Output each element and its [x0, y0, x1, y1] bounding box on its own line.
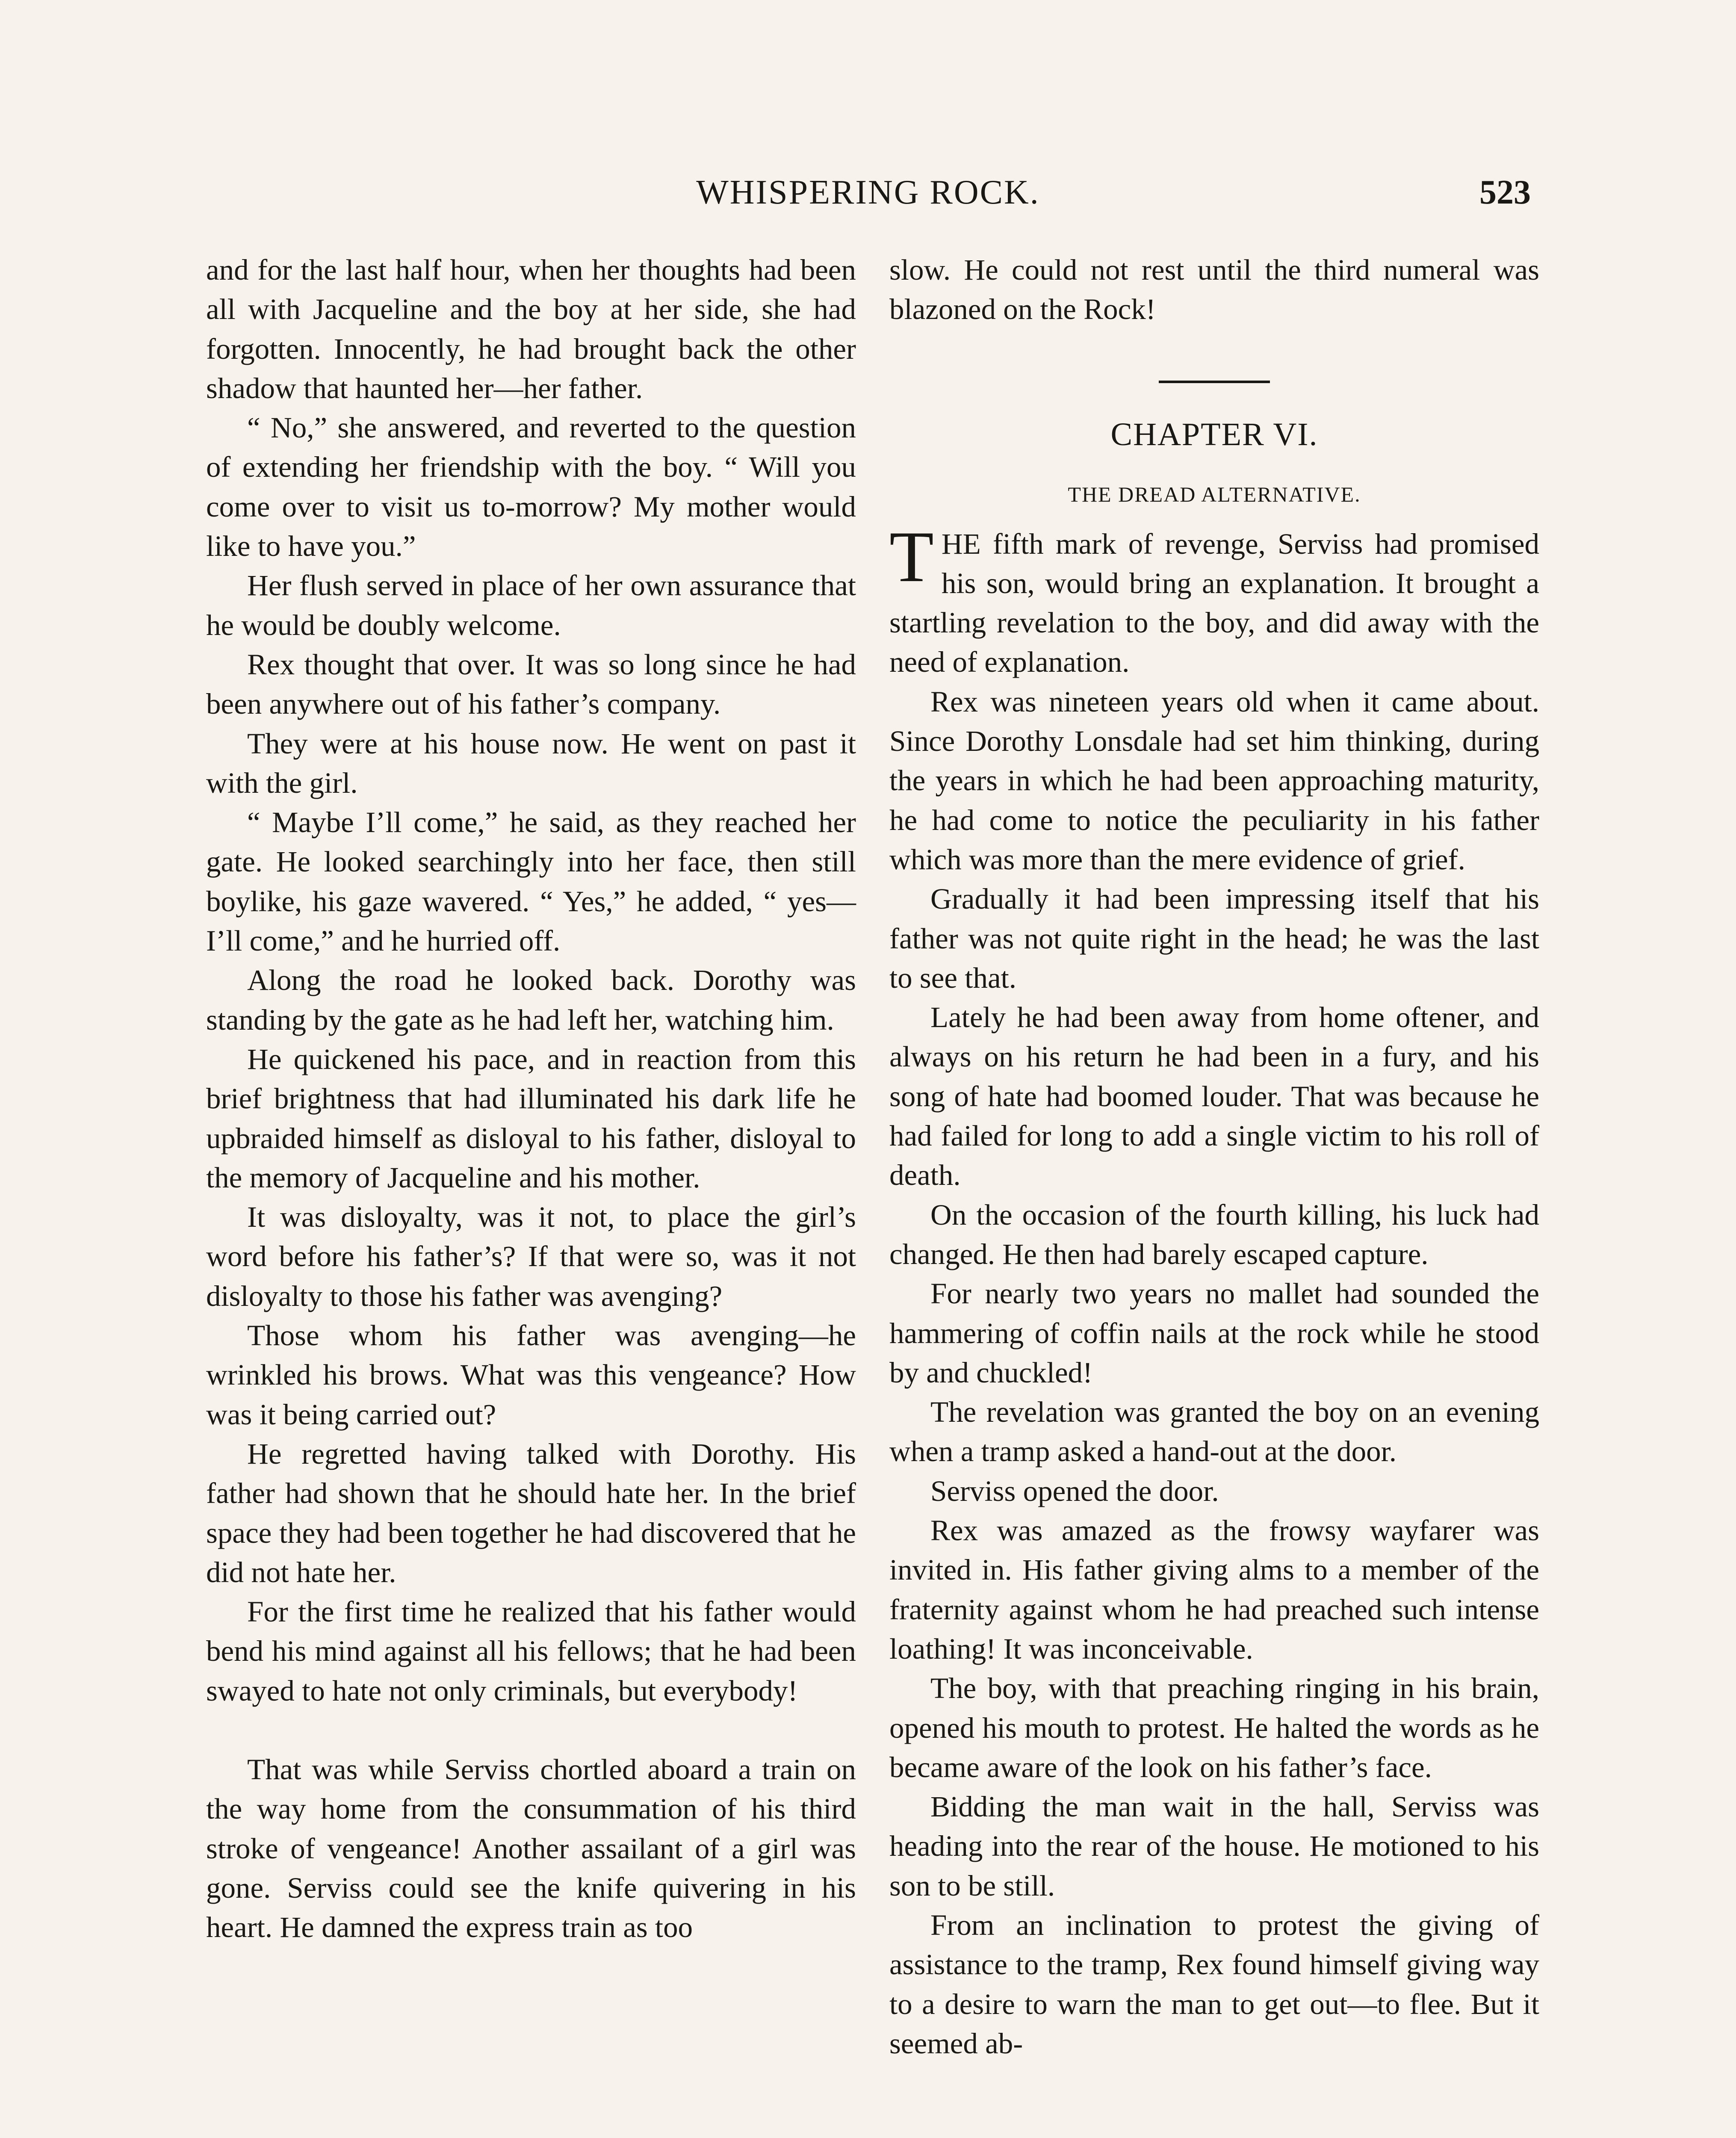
paragraph: From an inclination to protest the giving of assistance to the tramp, Rex found himself giving way to a desire to warn the man to get out—to flee. But it seemed ab- [889, 1908, 1539, 2060]
paragraph: For nearly two years no mallet had sounded the hammering of coffin nails at the rock while he stood by and chuckled! [889, 1277, 1539, 1389]
paragraph: Rex was nineteen years old when it came about. Since Dorothy Lonsdale had set him thinking, during the years in which he had been approaching maturity, he had come to notice the peculiarity in his father which was more than the mere evidence of grief. [889, 685, 1539, 876]
paragraph: Her flush served in place of her own assurance that he would be doubly welcome. [206, 569, 856, 641]
paragraph: “ No,” she answered, and reverted to the question of extending her friendship with the boy. “ Will you come over to visit us to-morrow? My mother would like to have you.” [206, 411, 856, 563]
chapter-subtitle: THE DREAD ALTERNATIVE. [1068, 482, 1361, 506]
paragraph: “ Maybe I’ll come,” he said, as they reached her gate. He looked searchingly into her face, then still boylike, his gaze wavered. “ Yes,” he added, “ yes—I’ll come,” and he hurried off. [206, 806, 856, 957]
running-title: WHISPERING ROCK. [696, 174, 1040, 211]
paragraph: Rex thought that over. It was so long since he had been anywhere out of his father’s company. [206, 648, 856, 721]
left-column [206, 250, 856, 1947]
paragraph: Those whom his father was avenging—he wrinkled his brows. What was this vengeance? How was it being carried out? [206, 1319, 856, 1431]
paragraph: slow. He could not rest until the third numeral was blazoned on the Rock! [889, 254, 1539, 326]
drop-cap: T [889, 516, 934, 597]
paragraph: Lately he had been away from home oftener, and always on his return he had been in a fury, and his song of hate had boomed louder. That was because he had failed for long to add a single victim to his roll of death. [889, 1001, 1539, 1192]
paragraph: Rex was amazed as the frowsy wayfarer was invited in. His father giving alms to a member of the fraternity against whom he had preached such intense loathing! It was inconceivable. [889, 1514, 1539, 1665]
section-divider [1159, 381, 1270, 383]
paragraph: Serviss opened the door. [930, 1474, 1219, 1507]
opening-text: HE fifth mark of revenge, Serviss had promised his son, would bring an explanation. It brought a startling revelation to the boy, and did away with the need of explanation. [889, 527, 1539, 679]
right-column [889, 250, 1539, 2063]
page-number: 523 [1479, 174, 1531, 211]
paragraph: For the first time he realized that his father would bend his mind against all his fellows; that he had been swayed to hate not only criminals, but everybody! [206, 1595, 856, 1707]
paragraph: He quickened his pace, and in reaction from this brief brightness that had illuminated his dark life he upbraided himself as disloyal to his father, disloyal to the memory of Jacqueline and his mother. [206, 1042, 856, 1194]
paragraph: They were at his house now. He went on past it with the girl. [206, 727, 856, 799]
paragraph: It was disloyalty, was it not, to place the girl’s word before his father’s? If that were so, was it not disloyalty to those his father was avenging? [206, 1201, 856, 1312]
paragraph: He regretted having talked with Dorothy. His father had shown that he should hate her. In the brief space they had been together he had discovered that he did not hate her. [206, 1437, 856, 1589]
paragraph: Bidding the man wait in the hall, Serviss was heading into the rear of the house. He motioned to his son to be still. [889, 1790, 1539, 1902]
chapter-title: CHAPTER VI. [1110, 416, 1318, 452]
paragraph: and for the last half hour, when her thoughts had been all with Jacqueline and the boy at her side, she had forgotten. Innocently, he had brought back the other shadow that haunted her—her father. [206, 254, 856, 405]
paragraph: The revelation was granted the boy on an evening when a tramp asked a hand-out at the door. [889, 1396, 1539, 1468]
paragraph: That was while Serviss chortled aboard a train on the way home from the consummation of his third stroke of vengeance! Another assailant of a girl was gone. Serviss could see the knife quivering in his heart. He damned the express train as too [206, 1753, 856, 1944]
paragraph: The boy, with that preaching ringing in his brain, opened his mouth to protest. He halted the words as he became aware of the look on his father’s face. [889, 1672, 1539, 1784]
chapter-opening-paragraph [889, 516, 1539, 682]
paragraph: Gradually it had been impressing itself that his father was not quite right in the head; he was the last to see that. [889, 883, 1539, 994]
paragraph: Along the road he looked back. Dorothy was standing by the gate as he had left her, watching him. [206, 964, 856, 1036]
page-header [205, 173, 1531, 224]
paragraph: On the occasion of the fourth killing, his luck had changed. He then had barely escaped capture. [889, 1198, 1539, 1270]
